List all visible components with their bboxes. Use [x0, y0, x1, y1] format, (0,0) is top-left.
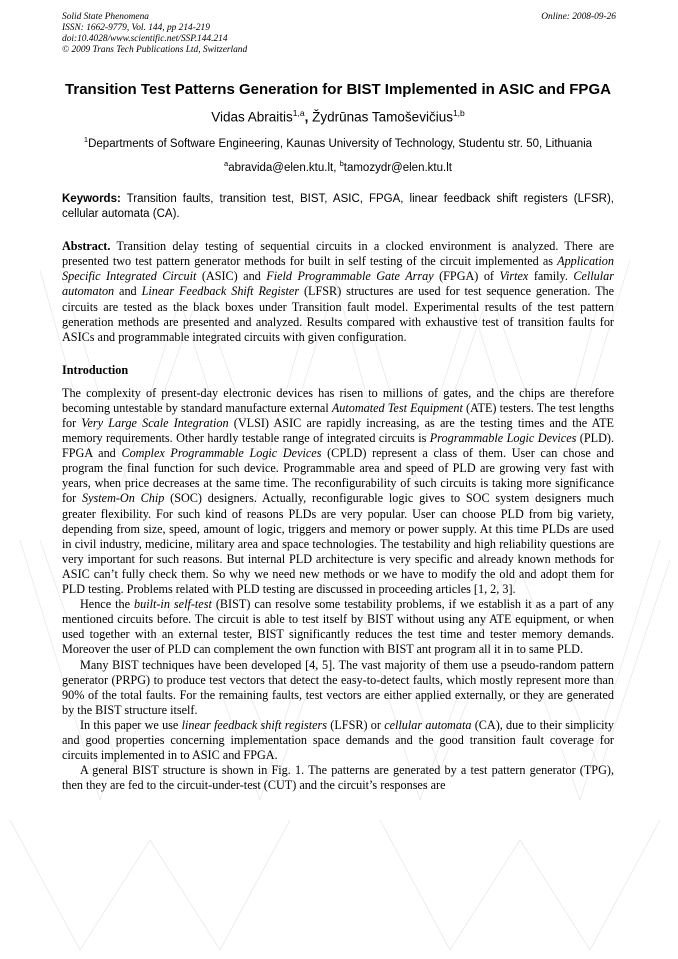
- body-text: (CPLD) represent a class of them. User can chose and program the final function for such device. Programmable area and speed of PLD are growing very fast with years, when price decreases at the same time. The reconfigurability of such circuits is taking more significance for: [62, 446, 615, 506]
- author-emails: [62, 159, 614, 174]
- introduction-section: [62, 363, 614, 794]
- issn-line: ISSN: 1662-9779, Vol. 144, pp 214-219: [62, 23, 210, 33]
- author-name: Vidas Abraitis: [211, 109, 293, 125]
- intro-paragraph: [62, 718, 614, 763]
- abstract-term: Virtex: [499, 269, 529, 284]
- email-address[interactable]: abravida@elen.ktu.lt: [228, 162, 334, 175]
- abstract-term: Application Specific Integrated Circuit: [62, 254, 614, 284]
- author-name: Žydrūnas Tamoševičius: [312, 109, 453, 125]
- author-superscript: 1,a: [292, 108, 305, 118]
- abstract-text: (FPGA) of: [439, 269, 494, 284]
- intro-paragraph: [62, 597, 614, 657]
- abstract-text: family.: [533, 269, 568, 284]
- keywords-text: Transition faults, transition test, BIST, ASIC, FPGA, linear feedback shift registers (LFSR), cellular automata (CA).: [62, 193, 614, 221]
- copyright-line: © 2009 Trans Tech Publications Ltd, Switzerland: [62, 45, 248, 55]
- online-date: Online: 2008-09-26: [541, 12, 616, 22]
- body-text: Hence the: [80, 597, 131, 612]
- abstract-text: and: [119, 284, 137, 299]
- journal-header: [62, 12, 247, 56]
- author-line: [62, 104, 614, 127]
- body-text: (SOC) designers. Actually, reconfigurable logic gives to SOC system designers much greater flexibility. For such kind of reasons PLDs are very popular. User can choose PLD from big variety, depending from size, speed, amount of logic, triggers and memory or power supply. At this time PLDs are used in civil industry, medicine, military area and space technologies. The testability and high reliability questions are very important for such reasons. But internal PLD architecture is very specific and already known methods for ASIC can’t fully check them. So why we need new methods or we have to modify the old and adopt them for PLD testing. Problems related with PLD testing are discussed in proceeding articles [1, 2, 3].: [62, 491, 615, 597]
- affiliation-superscript: 1: [83, 134, 89, 144]
- keywords-label: Keywords:: [62, 193, 121, 206]
- keywords: [62, 192, 614, 222]
- abstract-term: Cellular automaton: [62, 269, 614, 299]
- abstract-term: Linear Feedback Shift Register: [141, 284, 300, 299]
- abstract-label: Abstract.: [62, 239, 111, 254]
- doi-line: doi:10.4028/www.scientific.net/SSP.144.214: [62, 34, 228, 44]
- body-text: (PLD). FPGA and: [62, 431, 614, 461]
- abstract-text: Transition delay testing of sequential circuits in a clocked environment is analyzed. There are presented two test pattern generator methods for built in self testing of the circuit implemented as: [62, 239, 614, 269]
- email-superscript: b: [339, 159, 344, 169]
- body-text: (VLSI) ASIC are rapidly increasing, as are the testing times and the ATE memory requirements. Other hardly testable range of integrated circuits is: [62, 416, 614, 446]
- body-text: (ATE) testers. The test lengths for: [62, 400, 615, 430]
- intro-paragraph: A general BIST structure is shown in Fig. 1. The patterns are generated by a test pattern generator (TPG), then they are fed to the circuit-under-test (CUT) and the circuit’s responses are: [62, 763, 614, 793]
- abstract-text: (ASIC) and: [201, 269, 261, 284]
- body-text: In this paper we use: [80, 717, 179, 732]
- section-heading: Introduction: [62, 362, 129, 377]
- body-text: (LFSR) or: [330, 717, 381, 732]
- body-text: The complexity of present-day electronic devices has risen to millions of gates, and the chips are therefore becoming untestable by standard manufacture external: [62, 385, 614, 415]
- intro-paragraph: [62, 386, 614, 597]
- body-term: linear feedback shift registers: [181, 717, 328, 732]
- body-term: Very Large Scale Integration: [81, 416, 229, 430]
- paper-title: Transition Test Patterns Generation for BIST Implemented in ASIC and FPGA: [65, 81, 611, 98]
- body-term: System-On Chip: [82, 491, 165, 506]
- body-term: cellular automata: [384, 717, 472, 732]
- affiliation-text: Departments of Software Engineering, Kaunas University of Technology, Studentu str. 50, Lithuania: [88, 137, 593, 150]
- intro-paragraph: Many BIST techniques have been developed [4, 5]. The vast majority of them use a pseudo-random pattern generator (PRPG) to produce test vectors that detect the easy-to-detect faults, which mostly represent more than 90% of the total faults. For the remaining faults, test vectors are either applied externally, or they are generated by the BIST structure itself.: [62, 657, 614, 717]
- author-superscript: 1,b: [452, 108, 465, 118]
- body-term: Programmable Logic Devices: [429, 431, 577, 446]
- abstract: [62, 239, 614, 345]
- body-term: Complex Programmable Logic Devices: [121, 446, 322, 461]
- abstract-term: Field Programmable Gate Array: [266, 269, 434, 284]
- affiliation: [62, 132, 614, 152]
- body-text: (BIST) can resolve some testability problems, if we establish it as a part of any mentioned circuits before. The circuit is able to test itself by BIST without using any ATE equipment, or when used together with an external tester, BIST significantly reduces the test time and tester memory demands. Moreover the user of PLD can complement the own function with BIST ant program all it in to same PLD.: [62, 597, 615, 657]
- email-superscript: a: [224, 159, 229, 169]
- body-term: Automated Test Equipment: [331, 400, 463, 415]
- email-address[interactable]: tamozydr@elen.ktu.lt: [343, 162, 452, 175]
- author-separator: ,: [304, 109, 309, 125]
- email-separator: ,: [333, 162, 340, 175]
- paper-body: [62, 80, 614, 793]
- abstract-text: (LFSR) structures are used for test sequence generation. The circuits are tested as the black boxes under Transition fault model. Experimental results of the test pattern generation methods are presented and analyzed. Results compared with exhaustive test of transition faults for ASICs and programmable integrated circuits with given configuration.: [62, 284, 615, 344]
- body-term: built-in self-test: [134, 597, 212, 612]
- journal-name: Solid State Phenomena: [62, 12, 149, 22]
- body-text: (CA), due to their simplicity and good properties concerning implementation space demands and the good transition fault coverage for circuits implemented in to ASIC and FPGA.: [62, 717, 615, 763]
